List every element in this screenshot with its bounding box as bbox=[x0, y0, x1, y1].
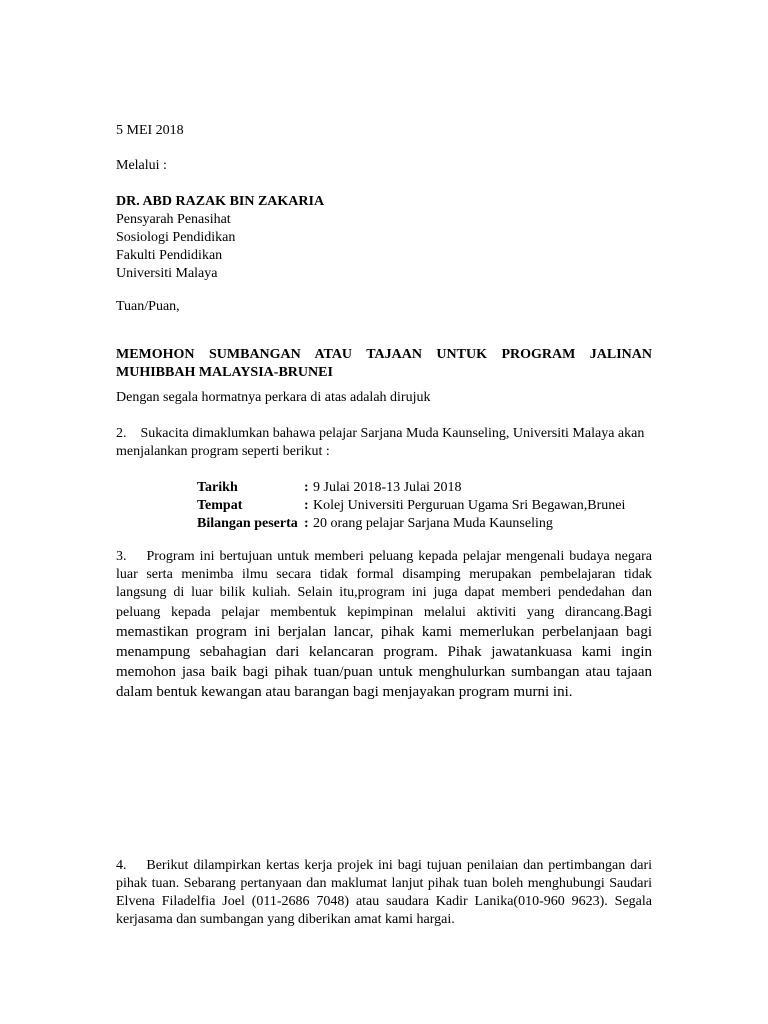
paragraph-4-line: 4. Berikut dilampirkan kertas kerja projek ini bagi tujuan penilaian dan pertimbangan dari bbox=[116, 858, 652, 873]
paragraph-3-line: 3. Program ini bertujuan untuk memberi peluang kepada pelajar mengenali budaya negara bbox=[116, 549, 652, 564]
paragraph-3-line-text: peluang kepada pelajar membentuk kepimpinan melalui aktiviti yang dirancang. bbox=[116, 605, 624, 620]
subject-line-2: MUHIBBAH MALAYSIA-BRUNEI bbox=[116, 365, 333, 380]
detail-colon: : bbox=[304, 480, 309, 495]
detail-value: 9 Julai 2018-13 Julai 2018 bbox=[313, 480, 462, 495]
recipient-department: Sosiologi Pendidikan bbox=[116, 230, 236, 245]
recipient-name: DR. ABD RAZAK BIN ZAKARIA bbox=[116, 194, 325, 209]
recipient-university: Universiti Malaya bbox=[116, 266, 218, 281]
paragraph-2 bbox=[116, 425, 652, 461]
letter-subject bbox=[116, 346, 652, 382]
detail-label: Bilangan peserta bbox=[197, 516, 298, 531]
paragraph-3-line-tail: Bagi bbox=[623, 604, 652, 620]
paragraph-3 bbox=[116, 548, 652, 702]
detail-value: Kolej Universiti Perguruan Ugama Sri Begawan,Brunei bbox=[313, 498, 626, 513]
paragraph-4-line: Elvena Filadelfia Joel (011-2686 7048) atau saudara Kadir Lanika(010-960 9623). Segala bbox=[116, 894, 652, 909]
paragraph-3-line: langsung di luar bilik kuliah. Selain itu,program ini juga dapat memberi pendedahan dan bbox=[116, 585, 652, 600]
letter-date: 5 MEI 2018 bbox=[116, 123, 184, 138]
paragraph-3-line: memastikan program ini berjalan lancar, pihak kami memerlukan perbelanjaan bagi bbox=[116, 624, 652, 640]
subject-line-1: MEMOHON SUMBANGAN ATAU TAJAAN UNTUK PROGRAM JALINAN bbox=[116, 347, 652, 362]
paragraph-3-line: menampung sebahagian dari kelancaran program. Pihak jawatankuasa kami ingin bbox=[116, 644, 652, 660]
detail-label: Tempat bbox=[197, 498, 243, 513]
recipient-block bbox=[116, 193, 652, 283]
recipient-title: Pensyarah Penasihat bbox=[116, 212, 231, 227]
paragraph-3-line: memohon jasa baik bagi pihak tuan/puan untuk menghulurkan sumbangan atau tajaan bbox=[116, 664, 652, 680]
paragraph-4-line: pihak tuan. Sebarang pertanyaan dan maklumat lanjut pihak tuan boleh menghubungi Saudari bbox=[116, 876, 652, 891]
paragraph-3-line: luar serta menimba ilmu secara tidak formal disamping merupakan pembelajaran tidak bbox=[116, 567, 652, 582]
detail-colon: : bbox=[304, 516, 309, 531]
paragraph-4-line: kerjasama dan sumbangan yang diberikan amat kami hargai. bbox=[116, 912, 455, 927]
detail-row-participants bbox=[197, 515, 625, 533]
paragraph-3-line bbox=[116, 602, 652, 622]
via-label: Melalui : bbox=[116, 158, 167, 173]
intro-text: Dengan segala hormatnya perkara di atas adalah dirujuk bbox=[116, 390, 431, 405]
detail-row-date bbox=[197, 479, 625, 497]
salutation: Tuan/Puan, bbox=[116, 299, 180, 314]
program-details-table bbox=[197, 479, 625, 533]
paragraph-2-line: menjalankan program seperti berikut : bbox=[116, 444, 330, 459]
recipient-faculty: Fakulti Pendidikan bbox=[116, 248, 223, 263]
detail-colon: : bbox=[304, 498, 309, 513]
paragraph-2-line: 2. Sukacita dimaklumkan bahawa pelajar Sarjana Muda Kaunseling, Universiti Malaya akan bbox=[116, 426, 645, 441]
detail-label: Tarikh bbox=[197, 480, 238, 495]
paragraph-4 bbox=[116, 857, 652, 929]
paragraph-3-line: dalam bentuk kewangan atau barangan bagi menjayakan program murni ini. bbox=[116, 684, 573, 700]
detail-row-place bbox=[197, 497, 625, 515]
detail-value: 20 orang pelajar Sarjana Muda Kaunseling bbox=[313, 516, 553, 531]
